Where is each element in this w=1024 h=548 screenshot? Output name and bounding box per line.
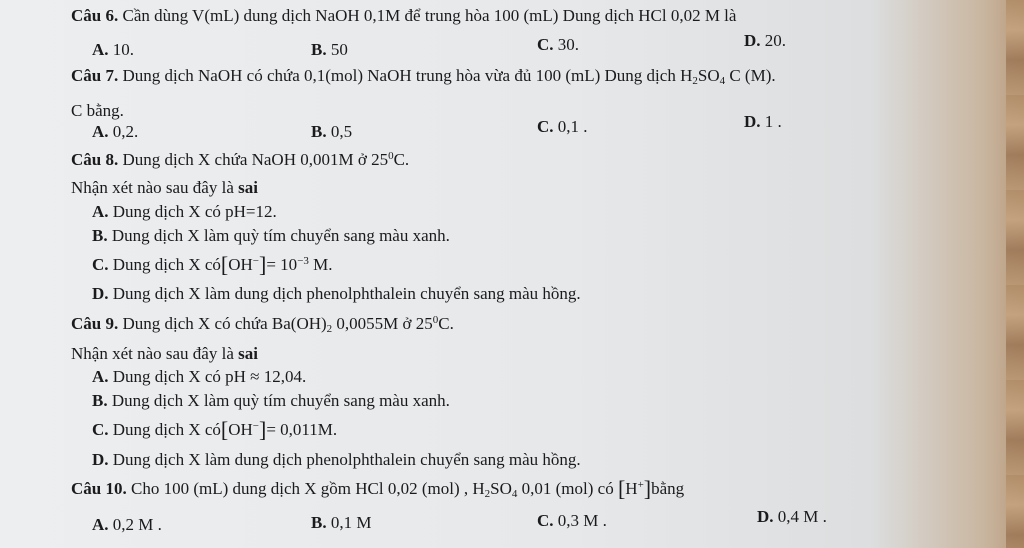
- question-10: [71, 476, 685, 501]
- q7-option-b[interactable]: [311, 122, 352, 142]
- q10-option-a[interactable]: A. 0,2 M .: [92, 515, 162, 534]
- wooden-table-edge: [1006, 0, 1024, 548]
- question-number: Câu 6.: [71, 6, 119, 25]
- option-value: 50: [330, 40, 348, 59]
- q7-option-d[interactable]: [744, 112, 782, 132]
- option-letter: A.: [92, 40, 109, 59]
- option-value: 10.: [112, 40, 135, 59]
- question-text: Dung dịch NaOH có chứa 0,1(mol) NaOH trung hòa vừa đủ 100 (mL) Dung dịch: [122, 66, 676, 85]
- option-letter: C.: [537, 35, 554, 54]
- question-7: [71, 66, 776, 86]
- option-value: 0,5: [330, 122, 353, 141]
- option-value: 0,1 .: [557, 117, 588, 136]
- question-text: Cho 100 (mL) dung dịch X gồm HCl 0,02 (mol) , $H_2SO_4$ 0,01 (mol) có [H+]bằng: [130, 476, 685, 501]
- q10-option-b[interactable]: B. 0,1 M: [311, 513, 372, 532]
- q8-statement-d[interactable]: D. Dung dịch X làm dung dịch phenolphthalein chuyển sang màu hồng.: [92, 284, 581, 303]
- q9-statement-c[interactable]: C. Dung dịch X có[OH−]= 0,011M.: [92, 417, 338, 442]
- option-value: 20.: [764, 31, 787, 50]
- question-9: [71, 314, 454, 334]
- question-7-line2: C bằng.: [71, 101, 124, 120]
- q6-option-b[interactable]: [311, 40, 348, 60]
- q6-option-d[interactable]: [744, 31, 786, 51]
- q7-option-a[interactable]: [92, 122, 138, 142]
- question-9-prompt: Nhận xét nào sau đây là sai: [71, 344, 258, 363]
- q9-statement-a[interactable]: A. Dung dịch X có pH ≈ 12,04.: [92, 367, 307, 386]
- question-number: Câu 7.: [71, 66, 119, 85]
- question-text: Dung dịch X có chứa $Ba(OH)_2$ 0,0055M ở $25^0C$.: [122, 314, 454, 335]
- option-letter: B.: [311, 40, 327, 59]
- option-value: 1 .: [764, 112, 782, 131]
- question-number: Câu 10.: [71, 479, 127, 498]
- option-letter: B.: [311, 122, 327, 141]
- option-letter: D.: [744, 112, 761, 131]
- q6-option-a[interactable]: [92, 40, 134, 60]
- q9-statement-d[interactable]: D. Dung dịch X làm dung dịch phenolphthalein chuyển sang màu hồng.: [92, 450, 581, 469]
- q10-option-d[interactable]: D. 0,4 M .: [757, 507, 827, 526]
- chem-formula: $H_2SO_4$ C (M).: [680, 66, 776, 87]
- option-letter: D.: [744, 31, 761, 50]
- q8-statement-b[interactable]: B. Dung dịch X làm quỳ tím chuyển sang màu xanh.: [92, 226, 450, 245]
- option-value: 30.: [557, 35, 580, 54]
- option-letter: C.: [537, 117, 554, 136]
- q7-option-c[interactable]: [537, 117, 588, 137]
- question-text: Dung dịch X chứa NaOH 0,001M ở $25^0C$.: [122, 150, 410, 169]
- option-value: 0,2.: [112, 122, 139, 141]
- question-number: Câu 9.: [71, 314, 119, 333]
- q8-statement-c[interactable]: C. Dung dịch X có[OH−]= $10^{-3}$ M.: [92, 252, 333, 277]
- q9-statement-b[interactable]: B. Dung dịch X làm quỳ tím chuyển sang màu xanh.: [92, 391, 450, 410]
- question-6: [71, 6, 736, 26]
- q10-option-c[interactable]: C. 0,3 M .: [537, 511, 607, 530]
- option-letter: A.: [92, 122, 109, 141]
- question-8-prompt: Nhận xét nào sau đây là sai: [71, 178, 258, 197]
- q6-option-c[interactable]: [537, 35, 579, 55]
- q8-statement-a[interactable]: A. Dung dịch X có pH=12.: [92, 202, 277, 221]
- question-text: Cần dùng V(mL) dung dịch NaOH 0,1M để trung hòa 100 (mL) Dung dịch HCl 0,02 M là: [122, 6, 737, 25]
- question-8: [71, 150, 409, 170]
- question-number: Câu 8.: [71, 150, 119, 169]
